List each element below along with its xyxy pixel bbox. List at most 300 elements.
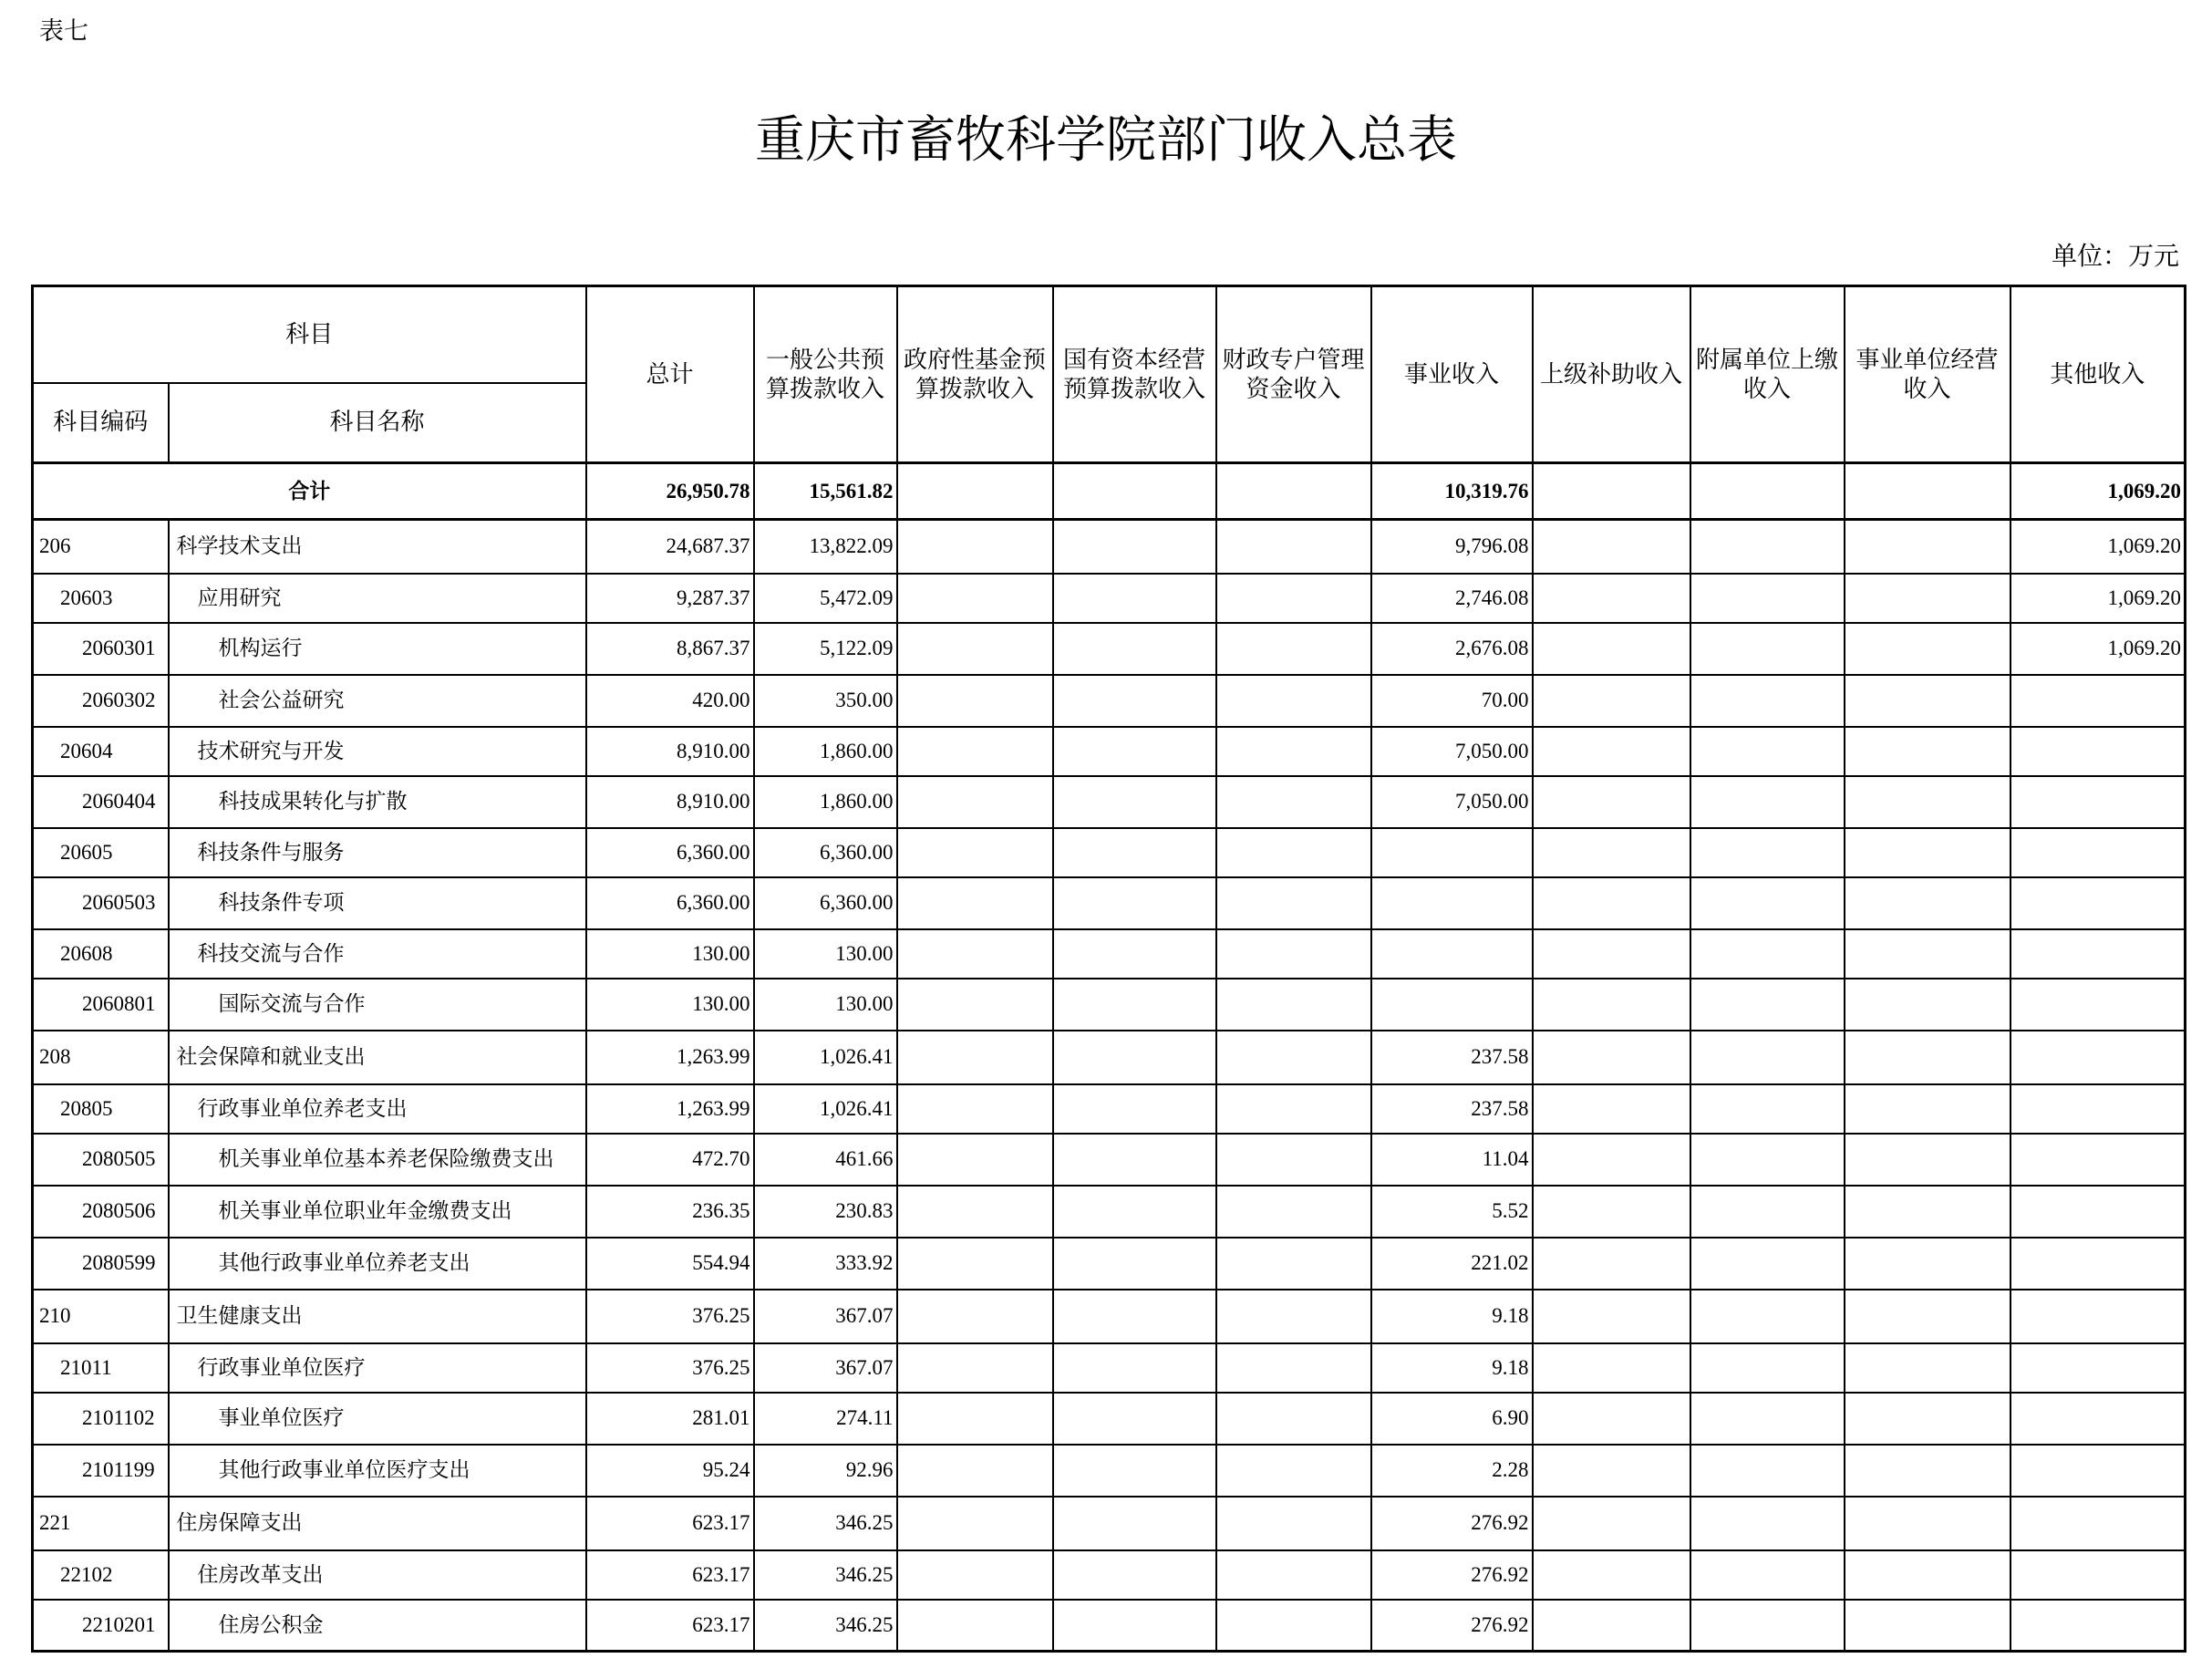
business-operation-cell xyxy=(1845,1084,2010,1134)
subject-code-cell: 2210201 xyxy=(33,1600,169,1652)
total-cell: 1,263.99 xyxy=(586,1084,754,1134)
other-income-cell xyxy=(2010,776,2186,828)
business-income-cell xyxy=(1371,929,1533,979)
subject-code-cell: 2060503 xyxy=(33,877,169,929)
header-other-income: 其他收入 xyxy=(2010,286,2186,463)
subject-name-cell: 应用研究 xyxy=(169,574,586,623)
business-income-cell: 6.90 xyxy=(1371,1393,1533,1445)
business-operation-cell xyxy=(1845,1445,2010,1497)
business-income-cell: 2.28 xyxy=(1371,1445,1533,1497)
header-row-top xyxy=(33,286,2186,383)
other-income-cell: 1,069.20 xyxy=(2010,574,2186,623)
government-fund-budget-cell xyxy=(897,877,1053,929)
general-public-budget-cell: 5,472.09 xyxy=(754,574,897,623)
superior-subsidy-cell xyxy=(1533,929,1690,979)
table-row xyxy=(33,828,2186,877)
state-capital-budget-cell xyxy=(1053,727,1216,776)
other-income-cell xyxy=(2010,1497,2186,1550)
other-income-cell xyxy=(2010,1031,2186,1084)
subject-name-cell: 其他行政事业单位医疗支出 xyxy=(169,1445,586,1497)
special-fiscal-account-cell xyxy=(1216,1238,1371,1290)
superior-subsidy-cell xyxy=(1533,1600,1690,1652)
subject-name-cell: 住房改革支出 xyxy=(169,1550,586,1600)
other-income-cell xyxy=(2010,929,2186,979)
special-fiscal-account-cell xyxy=(1216,877,1371,929)
superior-subsidy-cell xyxy=(1533,1186,1690,1238)
business-operation-cell xyxy=(1845,727,2010,776)
state-capital-budget-cell xyxy=(1053,877,1216,929)
business-operation-cell xyxy=(1845,520,2010,574)
other-income-cell xyxy=(2010,1186,2186,1238)
affiliated-units-turnover-cell xyxy=(1690,1186,1845,1238)
affiliated-units-turnover-cell xyxy=(1690,1290,1845,1343)
other-income-cell xyxy=(2010,1393,2186,1445)
affiliated-units-turnover-cell xyxy=(1690,574,1845,623)
superior-subsidy-cell xyxy=(1533,520,1690,574)
business-operation-cell xyxy=(1845,1550,2010,1600)
header-subject: 科目 xyxy=(33,286,586,383)
business-income-cell xyxy=(1371,979,1533,1031)
table-row xyxy=(33,574,2186,623)
total-cell: 376.25 xyxy=(586,1343,754,1393)
government-fund-budget-cell xyxy=(897,574,1053,623)
special-fiscal-account-cell xyxy=(1216,776,1371,828)
table-row xyxy=(33,776,2186,828)
general-public-budget-cell: 1,026.41 xyxy=(754,1031,897,1084)
table-row xyxy=(33,1084,2186,1134)
business-operation-cell xyxy=(1845,1134,2010,1186)
business-operation-cell xyxy=(1845,929,2010,979)
general-public-budget-cell: 367.07 xyxy=(754,1343,897,1393)
affiliated-units-turnover-cell xyxy=(1690,1550,1845,1600)
business-income-cell xyxy=(1371,828,1533,877)
superior-subsidy-cell xyxy=(1533,828,1690,877)
subject-code-cell: 2060801 xyxy=(33,979,169,1031)
superior-subsidy-cell xyxy=(1533,877,1690,929)
affiliated-units-turnover-cell xyxy=(1690,828,1845,877)
business-income-cell: 11.04 xyxy=(1371,1134,1533,1186)
business-income-cell: 70.00 xyxy=(1371,675,1533,727)
special-fiscal-account-cell xyxy=(1216,727,1371,776)
subject-code-cell: 20608 xyxy=(33,929,169,979)
business-income-cell: 5.52 xyxy=(1371,1186,1533,1238)
total-cell: 6,360.00 xyxy=(586,828,754,877)
subject-code-cell: 20603 xyxy=(33,574,169,623)
state-capital-budget-cell xyxy=(1053,1134,1216,1186)
subject-name-cell: 住房公积金 xyxy=(169,1600,586,1652)
table-body xyxy=(33,463,2186,1652)
state-capital-budget-cell xyxy=(1053,929,1216,979)
state-capital-budget-cell xyxy=(1053,828,1216,877)
total-cell: 6,360.00 xyxy=(586,877,754,929)
total-cell: 8,867.37 xyxy=(586,623,754,675)
business-operation-cell xyxy=(1845,1600,2010,1652)
general-public-budget-cell: 346.25 xyxy=(754,1600,897,1652)
subject-name-cell: 机关事业单位基本养老保险缴费支出 xyxy=(169,1134,586,1186)
state-capital-budget-cell xyxy=(1053,1393,1216,1445)
government-fund-budget-cell xyxy=(897,520,1053,574)
special-fiscal-account-cell xyxy=(1216,828,1371,877)
special-fiscal-account-cell xyxy=(1216,1290,1371,1343)
subject-name-cell: 行政事业单位养老支出 xyxy=(169,1084,586,1134)
header-special-fiscal-account: 财政专户管理资金收入 xyxy=(1216,286,1371,463)
subject-code-cell: 221 xyxy=(33,1497,169,1550)
special-fiscal-account-cell xyxy=(1216,675,1371,727)
superior-subsidy-cell xyxy=(1533,1134,1690,1186)
general-public-budget-cell: 230.83 xyxy=(754,1186,897,1238)
table-row xyxy=(33,520,2186,574)
summary-total-cell: 26,950.78 xyxy=(586,463,754,520)
special-fiscal-account-cell xyxy=(1216,1497,1371,1550)
other-income-cell xyxy=(2010,1290,2186,1343)
government-fund-budget-cell xyxy=(897,675,1053,727)
business-operation-cell xyxy=(1845,675,2010,727)
state-capital-budget-cell xyxy=(1053,1600,1216,1652)
government-fund-budget-cell xyxy=(897,1445,1053,1497)
subject-name-cell: 科技条件与服务 xyxy=(169,828,586,877)
government-fund-budget-cell xyxy=(897,1238,1053,1290)
government-fund-budget-cell xyxy=(897,1084,1053,1134)
special-fiscal-account-cell xyxy=(1216,623,1371,675)
affiliated-units-turnover-cell xyxy=(1690,1445,1845,1497)
state-capital-budget-cell xyxy=(1053,1497,1216,1550)
summary-general-public-budget-cell: 15,561.82 xyxy=(754,463,897,520)
summary-special-fiscal-account-cell xyxy=(1216,463,1371,520)
government-fund-budget-cell xyxy=(897,1550,1053,1600)
table-row xyxy=(33,1550,2186,1600)
table-row xyxy=(33,1031,2186,1084)
subject-code-cell: 208 xyxy=(33,1031,169,1084)
superior-subsidy-cell xyxy=(1533,574,1690,623)
subject-code-cell: 22102 xyxy=(33,1550,169,1600)
other-income-cell xyxy=(2010,1343,2186,1393)
government-fund-budget-cell xyxy=(897,929,1053,979)
table-row xyxy=(33,929,2186,979)
total-cell: 281.01 xyxy=(586,1393,754,1445)
other-income-cell xyxy=(2010,877,2186,929)
state-capital-budget-cell xyxy=(1053,979,1216,1031)
header-business-operation: 事业单位经营收入 xyxy=(1845,286,2010,463)
subject-code-cell: 2101199 xyxy=(33,1445,169,1497)
affiliated-units-turnover-cell xyxy=(1690,1393,1845,1445)
income-summary-table xyxy=(31,285,2186,1653)
subject-code-cell: 2060404 xyxy=(33,776,169,828)
business-income-cell: 237.58 xyxy=(1371,1084,1533,1134)
government-fund-budget-cell xyxy=(897,623,1053,675)
total-cell: 130.00 xyxy=(586,929,754,979)
subject-name-cell: 卫生健康支出 xyxy=(169,1290,586,1343)
table-row xyxy=(33,1238,2186,1290)
business-income-cell: 9,796.08 xyxy=(1371,520,1533,574)
business-operation-cell xyxy=(1845,1031,2010,1084)
subject-code-cell: 2060301 xyxy=(33,623,169,675)
table-number-label: 表七 xyxy=(39,17,88,45)
superior-subsidy-cell xyxy=(1533,1393,1690,1445)
affiliated-units-turnover-cell xyxy=(1690,1497,1845,1550)
business-income-cell: 9.18 xyxy=(1371,1343,1533,1393)
superior-subsidy-cell xyxy=(1533,1550,1690,1600)
business-operation-cell xyxy=(1845,1343,2010,1393)
table-row xyxy=(33,1134,2186,1186)
general-public-budget-cell: 1,860.00 xyxy=(754,727,897,776)
subject-name-cell: 技术研究与开发 xyxy=(169,727,586,776)
affiliated-units-turnover-cell xyxy=(1690,929,1845,979)
special-fiscal-account-cell xyxy=(1216,1084,1371,1134)
general-public-budget-cell: 13,822.09 xyxy=(754,520,897,574)
superior-subsidy-cell xyxy=(1533,1031,1690,1084)
total-cell: 472.70 xyxy=(586,1134,754,1186)
subject-code-cell: 2080505 xyxy=(33,1134,169,1186)
subject-name-cell: 机关事业单位职业年金缴费支出 xyxy=(169,1186,586,1238)
state-capital-budget-cell xyxy=(1053,520,1216,574)
business-income-cell: 7,050.00 xyxy=(1371,776,1533,828)
header-subject-code: 科目编码 xyxy=(33,383,169,463)
total-cell: 130.00 xyxy=(586,979,754,1031)
subject-name-cell: 其他行政事业单位养老支出 xyxy=(169,1238,586,1290)
subject-code-cell: 21011 xyxy=(33,1343,169,1393)
general-public-budget-cell: 130.00 xyxy=(754,979,897,1031)
business-income-cell: 276.92 xyxy=(1371,1550,1533,1600)
superior-subsidy-cell xyxy=(1533,1238,1690,1290)
business-operation-cell xyxy=(1845,877,2010,929)
superior-subsidy-cell xyxy=(1533,675,1690,727)
subject-code-cell: 2080599 xyxy=(33,1238,169,1290)
subject-code-cell: 206 xyxy=(33,520,169,574)
business-operation-cell xyxy=(1845,623,2010,675)
total-cell: 95.24 xyxy=(586,1445,754,1497)
subject-name-cell: 社会公益研究 xyxy=(169,675,586,727)
business-income-cell: 276.92 xyxy=(1371,1497,1533,1550)
summary-row xyxy=(33,463,2186,520)
general-public-budget-cell: 5,122.09 xyxy=(754,623,897,675)
subject-name-cell: 社会保障和就业支出 xyxy=(169,1031,586,1084)
superior-subsidy-cell xyxy=(1533,1445,1690,1497)
government-fund-budget-cell xyxy=(897,979,1053,1031)
special-fiscal-account-cell xyxy=(1216,1393,1371,1445)
state-capital-budget-cell xyxy=(1053,1290,1216,1343)
subject-name-cell: 科技成果转化与扩散 xyxy=(169,776,586,828)
affiliated-units-turnover-cell xyxy=(1690,1134,1845,1186)
table-row xyxy=(33,1343,2186,1393)
subject-code-cell: 2101102 xyxy=(33,1393,169,1445)
total-cell: 1,263.99 xyxy=(586,1031,754,1084)
government-fund-budget-cell xyxy=(897,1600,1053,1652)
subject-name-cell: 机构运行 xyxy=(169,623,586,675)
subject-code-cell: 2080506 xyxy=(33,1186,169,1238)
other-income-cell xyxy=(2010,727,2186,776)
total-cell: 8,910.00 xyxy=(586,727,754,776)
special-fiscal-account-cell xyxy=(1216,979,1371,1031)
general-public-budget-cell: 130.00 xyxy=(754,929,897,979)
state-capital-budget-cell xyxy=(1053,776,1216,828)
other-income-cell xyxy=(2010,1238,2186,1290)
business-operation-cell xyxy=(1845,1290,2010,1343)
affiliated-units-turnover-cell xyxy=(1690,520,1845,574)
state-capital-budget-cell xyxy=(1053,1186,1216,1238)
subject-name-cell: 事业单位医疗 xyxy=(169,1393,586,1445)
general-public-budget-cell: 6,360.00 xyxy=(754,828,897,877)
other-income-cell xyxy=(2010,1600,2186,1652)
state-capital-budget-cell xyxy=(1053,1445,1216,1497)
other-income-cell xyxy=(2010,1550,2186,1600)
business-income-cell: 2,746.08 xyxy=(1371,574,1533,623)
other-income-cell xyxy=(2010,979,2186,1031)
state-capital-budget-cell xyxy=(1053,1031,1216,1084)
superior-subsidy-cell xyxy=(1533,979,1690,1031)
other-income-cell xyxy=(2010,828,2186,877)
total-cell: 24,687.37 xyxy=(586,520,754,574)
business-income-cell: 2,676.08 xyxy=(1371,623,1533,675)
general-public-budget-cell: 6,360.00 xyxy=(754,877,897,929)
special-fiscal-account-cell xyxy=(1216,574,1371,623)
summary-business-operation-cell xyxy=(1845,463,2010,520)
business-income-cell: 9.18 xyxy=(1371,1290,1533,1343)
state-capital-budget-cell xyxy=(1053,574,1216,623)
affiliated-units-turnover-cell xyxy=(1690,675,1845,727)
general-public-budget-cell: 461.66 xyxy=(754,1134,897,1186)
table-row xyxy=(33,623,2186,675)
general-public-budget-cell: 350.00 xyxy=(754,675,897,727)
state-capital-budget-cell xyxy=(1053,1084,1216,1134)
total-cell: 9,287.37 xyxy=(586,574,754,623)
subject-name-cell: 行政事业单位医疗 xyxy=(169,1343,586,1393)
summary-business-income-cell: 10,319.76 xyxy=(1371,463,1533,520)
general-public-budget-cell: 367.07 xyxy=(754,1290,897,1343)
government-fund-budget-cell xyxy=(897,776,1053,828)
table-header xyxy=(33,286,2186,463)
subject-code-cell: 2060302 xyxy=(33,675,169,727)
general-public-budget-cell: 333.92 xyxy=(754,1238,897,1290)
business-income-cell xyxy=(1371,877,1533,929)
business-income-cell: 276.92 xyxy=(1371,1600,1533,1652)
government-fund-budget-cell xyxy=(897,1343,1053,1393)
table-row xyxy=(33,1186,2186,1238)
government-fund-budget-cell xyxy=(897,1134,1053,1186)
general-public-budget-cell: 1,860.00 xyxy=(754,776,897,828)
superior-subsidy-cell xyxy=(1533,776,1690,828)
business-operation-cell xyxy=(1845,828,2010,877)
table-row xyxy=(33,1600,2186,1652)
general-public-budget-cell: 92.96 xyxy=(754,1445,897,1497)
unit-label: 单位：万元 xyxy=(2051,243,2179,271)
summary-other-income-cell: 1,069.20 xyxy=(2010,463,2186,520)
affiliated-units-turnover-cell xyxy=(1690,1084,1845,1134)
business-income-cell: 237.58 xyxy=(1371,1031,1533,1084)
header-subject-name: 科目名称 xyxy=(169,383,586,463)
header-government-fund-budget: 政府性基金预算拨款收入 xyxy=(897,286,1053,463)
affiliated-units-turnover-cell xyxy=(1690,1031,1845,1084)
business-operation-cell xyxy=(1845,1186,2010,1238)
subject-name-cell: 科技交流与合作 xyxy=(169,929,586,979)
state-capital-budget-cell xyxy=(1053,675,1216,727)
subject-name-cell: 科学技术支出 xyxy=(169,520,586,574)
table-row xyxy=(33,1445,2186,1497)
summary-state-capital-budget-cell xyxy=(1053,463,1216,520)
general-public-budget-cell: 346.25 xyxy=(754,1497,897,1550)
total-cell: 623.17 xyxy=(586,1497,754,1550)
other-income-cell xyxy=(2010,675,2186,727)
business-operation-cell xyxy=(1845,979,2010,1031)
total-cell: 420.00 xyxy=(586,675,754,727)
special-fiscal-account-cell xyxy=(1216,1550,1371,1600)
affiliated-units-turnover-cell xyxy=(1690,1343,1845,1393)
government-fund-budget-cell xyxy=(897,1497,1053,1550)
total-cell: 623.17 xyxy=(586,1600,754,1652)
general-public-budget-cell: 346.25 xyxy=(754,1550,897,1600)
superior-subsidy-cell xyxy=(1533,1290,1690,1343)
document-title: 重庆市畜牧科学院部门收入总表 xyxy=(754,112,1457,168)
government-fund-budget-cell xyxy=(897,1393,1053,1445)
affiliated-units-turnover-cell xyxy=(1690,1600,1845,1652)
subject-name-cell: 住房保障支出 xyxy=(169,1497,586,1550)
table-row xyxy=(33,979,2186,1031)
affiliated-units-turnover-cell xyxy=(1690,1238,1845,1290)
table-row xyxy=(33,1290,2186,1343)
government-fund-budget-cell xyxy=(897,828,1053,877)
state-capital-budget-cell xyxy=(1053,1550,1216,1600)
subject-name-cell: 科技条件专项 xyxy=(169,877,586,929)
general-public-budget-cell: 1,026.41 xyxy=(754,1084,897,1134)
affiliated-units-turnover-cell xyxy=(1690,776,1845,828)
summary-affiliated-units-turnover-cell xyxy=(1690,463,1845,520)
special-fiscal-account-cell xyxy=(1216,1134,1371,1186)
special-fiscal-account-cell xyxy=(1216,1343,1371,1393)
superior-subsidy-cell xyxy=(1533,1343,1690,1393)
header-business-income: 事业收入 xyxy=(1371,286,1533,463)
special-fiscal-account-cell xyxy=(1216,1031,1371,1084)
subject-name-cell: 国际交流与合作 xyxy=(169,979,586,1031)
summary-superior-subsidy-cell xyxy=(1533,463,1690,520)
superior-subsidy-cell xyxy=(1533,727,1690,776)
subject-code-cell: 20805 xyxy=(33,1084,169,1134)
other-income-cell: 1,069.20 xyxy=(2010,520,2186,574)
general-public-budget-cell: 274.11 xyxy=(754,1393,897,1445)
government-fund-budget-cell xyxy=(897,1186,1053,1238)
government-fund-budget-cell xyxy=(897,727,1053,776)
special-fiscal-account-cell xyxy=(1216,1445,1371,1497)
special-fiscal-account-cell xyxy=(1216,929,1371,979)
table-row xyxy=(33,1393,2186,1445)
header-general-public-budget: 一般公共预算拨款收入 xyxy=(754,286,897,463)
business-income-cell: 7,050.00 xyxy=(1371,727,1533,776)
table-row xyxy=(33,727,2186,776)
affiliated-units-turnover-cell xyxy=(1690,623,1845,675)
total-cell: 623.17 xyxy=(586,1550,754,1600)
state-capital-budget-cell xyxy=(1053,1343,1216,1393)
total-cell: 554.94 xyxy=(586,1238,754,1290)
business-operation-cell xyxy=(1845,1238,2010,1290)
special-fiscal-account-cell xyxy=(1216,1600,1371,1652)
other-income-cell: 1,069.20 xyxy=(2010,623,2186,675)
business-operation-cell xyxy=(1845,574,2010,623)
government-fund-budget-cell xyxy=(897,1290,1053,1343)
summary-government-fund-budget-cell xyxy=(897,463,1053,520)
table-row xyxy=(33,675,2186,727)
other-income-cell xyxy=(2010,1445,2186,1497)
state-capital-budget-cell xyxy=(1053,1238,1216,1290)
government-fund-budget-cell xyxy=(897,1031,1053,1084)
state-capital-budget-cell xyxy=(1053,623,1216,675)
total-cell: 8,910.00 xyxy=(586,776,754,828)
business-operation-cell xyxy=(1845,776,2010,828)
subject-code-cell: 210 xyxy=(33,1290,169,1343)
special-fiscal-account-cell xyxy=(1216,520,1371,574)
header-total: 总计 xyxy=(586,286,754,463)
table-row xyxy=(33,877,2186,929)
total-cell: 376.25 xyxy=(586,1290,754,1343)
subject-code-cell: 20604 xyxy=(33,727,169,776)
superior-subsidy-cell xyxy=(1533,623,1690,675)
